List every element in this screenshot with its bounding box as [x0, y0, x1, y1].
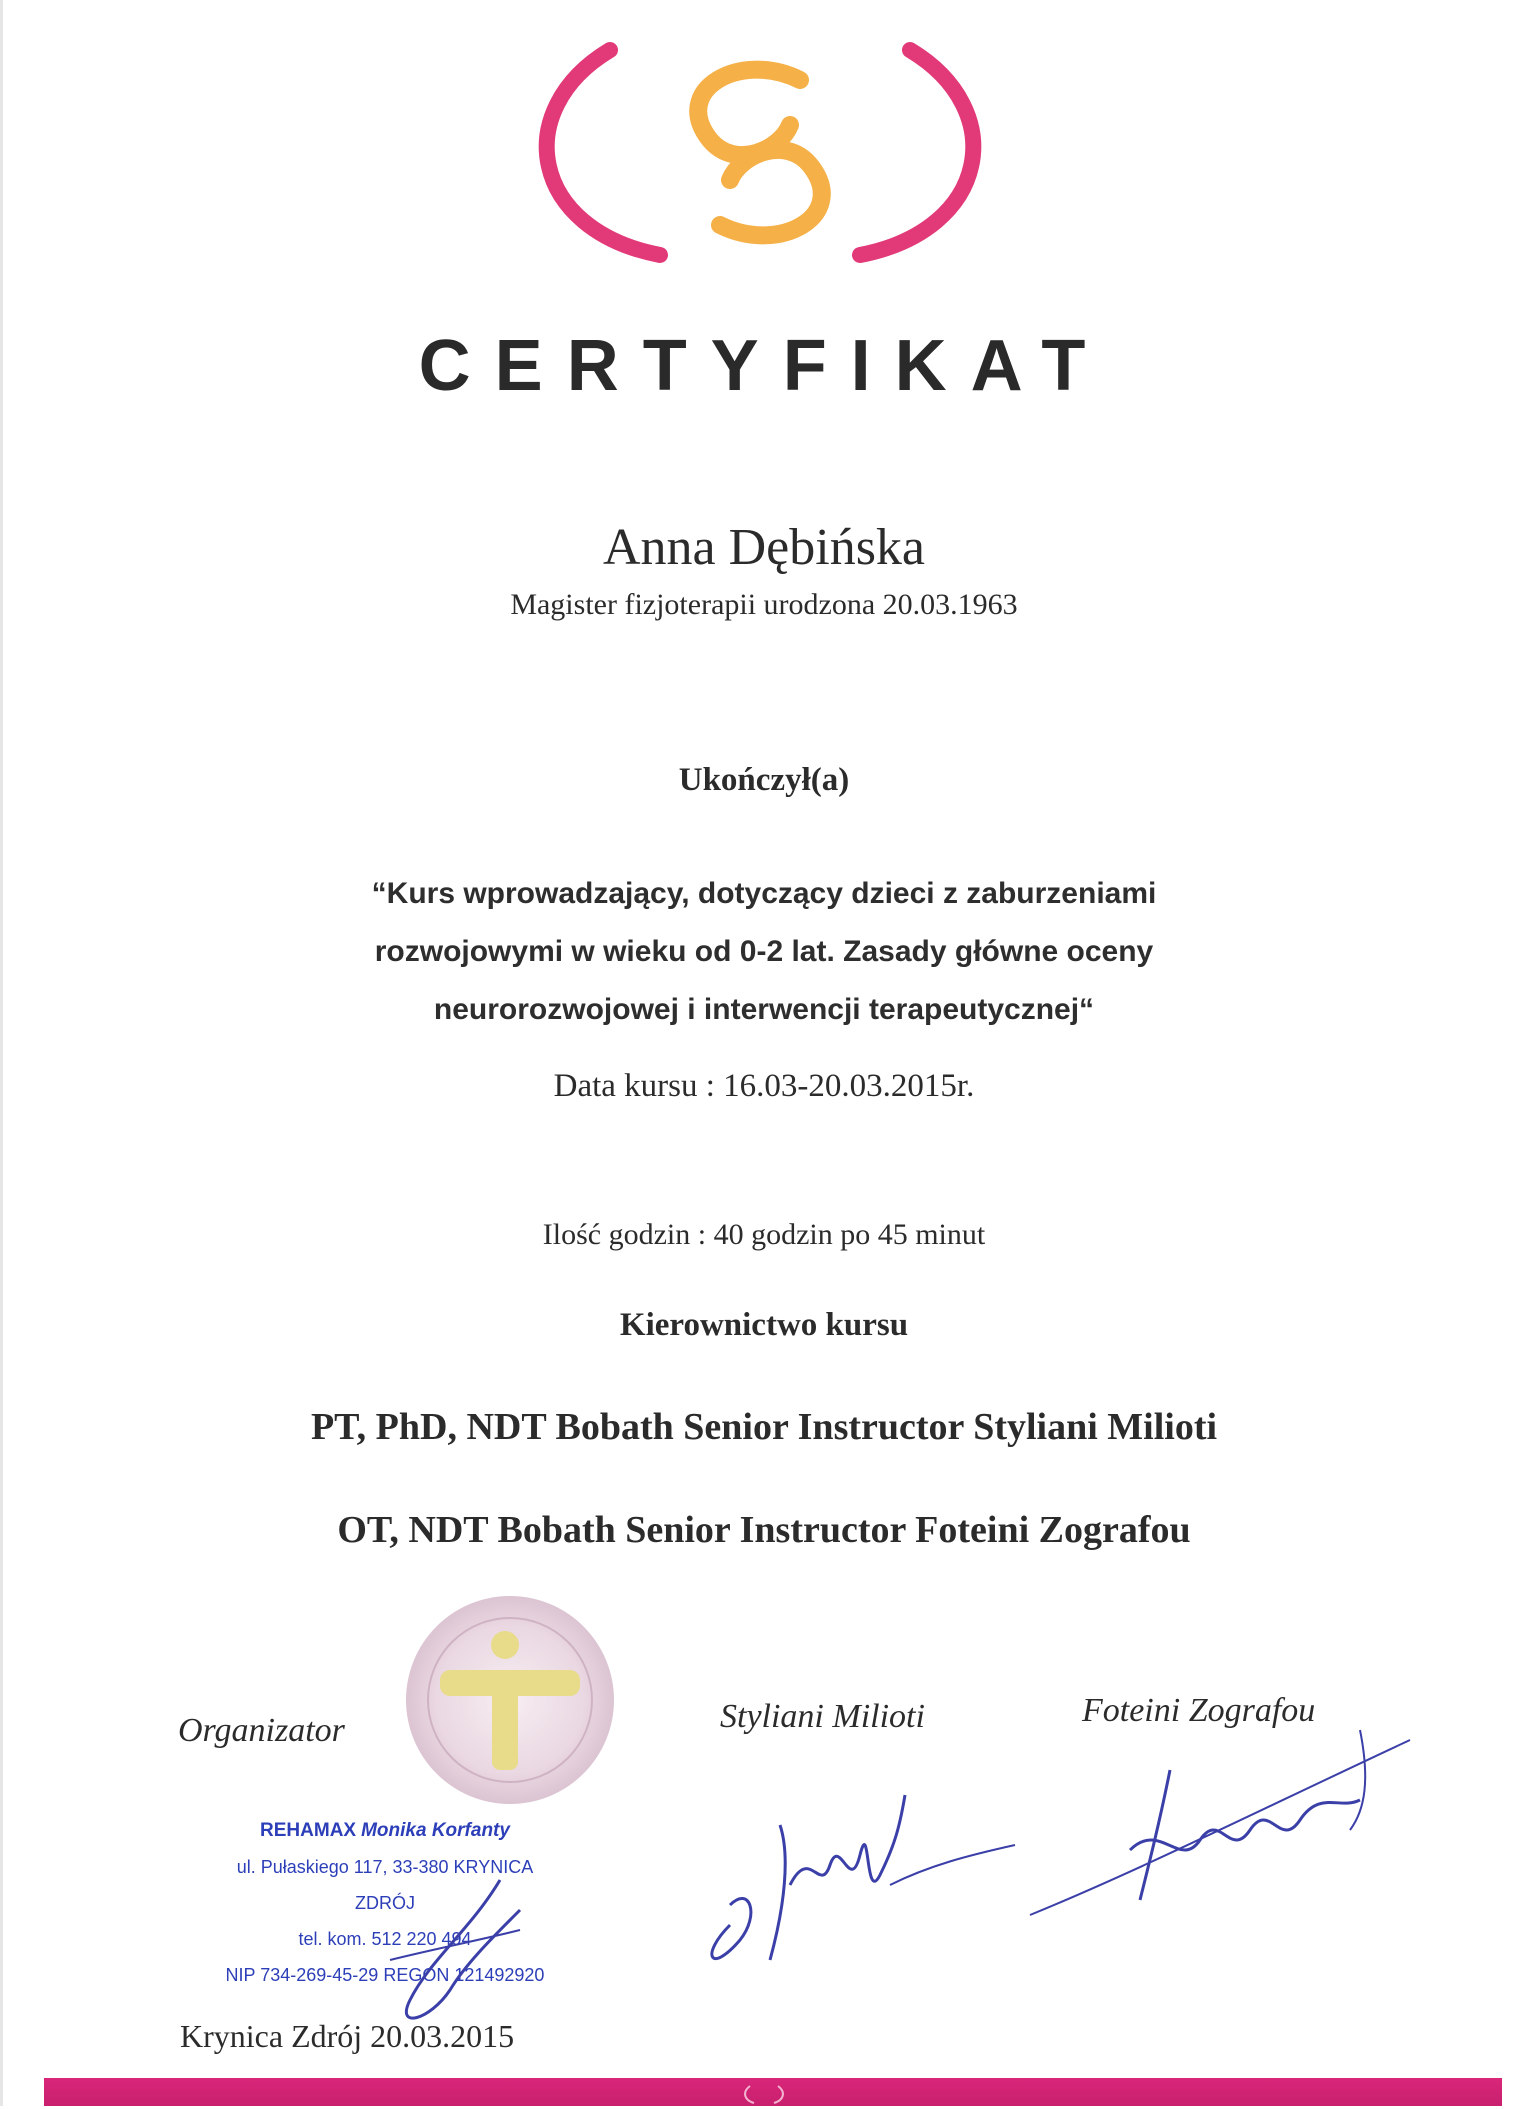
signer1-label: Styliani Milioti: [720, 1698, 925, 1735]
course-title-line: neurorozwojowej i interwencji terapeutycznej“: [433, 993, 1095, 1026]
signer2-label: Foteini Zografou: [1082, 1692, 1316, 1729]
recipient-name: Anna Dębińska: [602, 519, 926, 576]
instructor-line: PT, PhD, NDT Bobath Senior Instructor Styliani Milioti: [310, 1406, 1218, 1448]
stamp-line: NIP 734-269-45-29 REGON 121492920: [225, 1965, 545, 1985]
course-hours: Ilość godzin : 40 godzin po 45 minut: [542, 1218, 986, 1251]
signature1-icon: [690, 1765, 1020, 1980]
hologram-seal-icon: [400, 1590, 620, 1815]
course-date: Data kursu : 16.03-20.03.2015r.: [553, 1068, 975, 1104]
organizer-label: Organizator: [178, 1712, 345, 1749]
management-label: Kierownictwo kursu: [619, 1307, 909, 1343]
stamp-line: REHAMAX Monika Korfanty: [260, 1820, 510, 1841]
stamp-line: tel. kom. 512 220 494: [298, 1929, 472, 1949]
band-swirl-icon: [742, 2082, 786, 2109]
course-title-line: rozwojowymi w wieku od 0-2 lat. Zasady główne oceny: [374, 935, 1154, 968]
completed-label: Ukończył(a): [678, 762, 850, 798]
certificate-title: CERTYFIKAT: [418, 326, 1110, 406]
page-edge: [0, 0, 3, 2106]
course-title: [180, 865, 1348, 1039]
course-title-line: “Kurs wprowadzający, dotyczący dzieci z zaburzeniami: [371, 877, 1157, 910]
circular-swirl-logo-icon: [520, 20, 1000, 285]
stamp-line: ul. Pułaskiego 117, 33-380 KRYNICA ZDRÓJ: [236, 1857, 534, 1913]
instructor-line: OT, NDT Bobath Senior Instructor Foteini Zografou: [337, 1509, 1191, 1551]
signature2-icon: [1020, 1700, 1420, 1945]
recipient-subtitle: Magister fizjoterapii urodzona 20.03.1963: [510, 588, 1018, 621]
place-date: Krynica Zdrój 20.03.2015: [180, 2018, 515, 2054]
